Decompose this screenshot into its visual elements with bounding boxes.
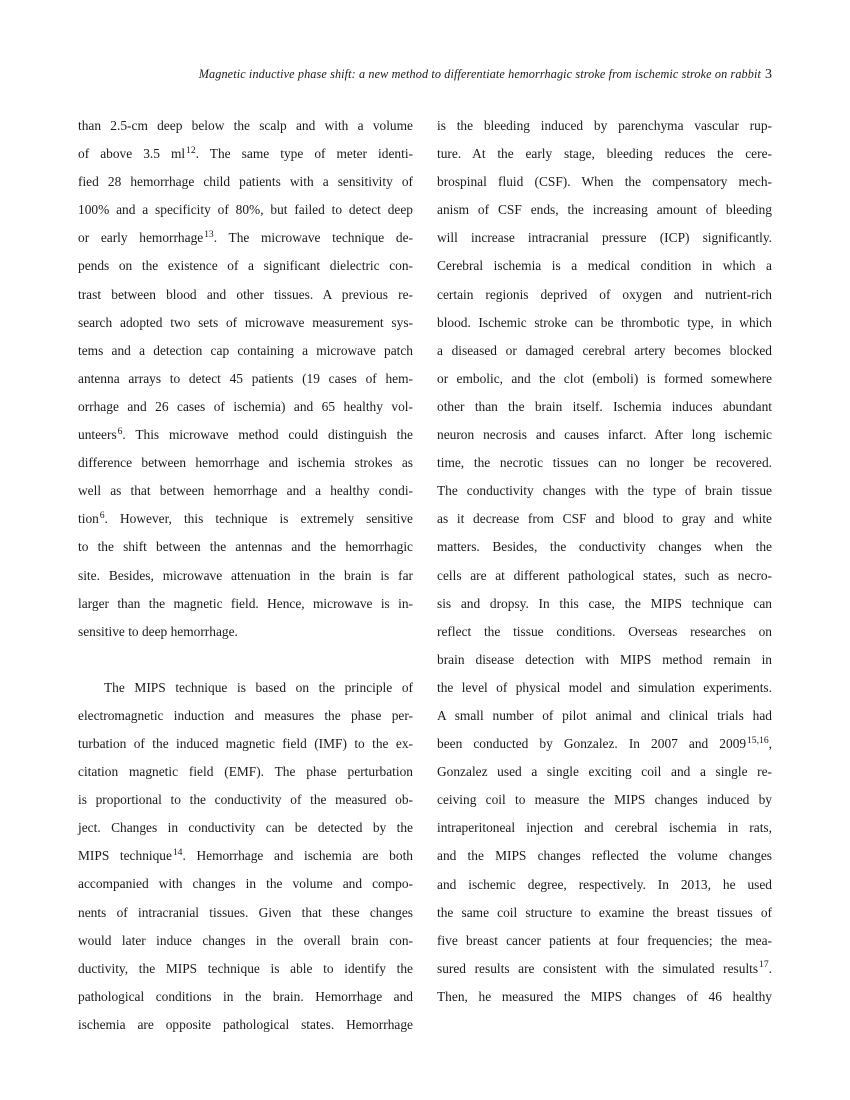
text-line <box>78 421 413 449</box>
text-run: . The microwave technique de- <box>213 230 413 246</box>
text-line: neuron necrosis and causes infarct. After long ischemic <box>437 427 772 443</box>
text-line: Gonzalez used a single exciting coil and a single re- <box>437 764 772 780</box>
text-line: ject. Changes in conductivity can be detected by the <box>78 820 413 836</box>
text-run: . However, this technique is extremely sensitive <box>104 511 413 527</box>
text-run: unteers <box>78 427 117 443</box>
text-line <box>78 140 413 168</box>
citation-ref: 6 <box>99 509 105 521</box>
text-line: trast between blood and other tissues. A previous re- <box>78 286 413 302</box>
text-line: to the shift between the antennas and the hemorrhagic <box>78 539 413 555</box>
text-line: larger than the magnetic field. Hence, microwave is in- <box>78 595 413 611</box>
text-run: or early hemorrhage <box>78 230 204 246</box>
text-line: cells are at different pathological states, such as necro- <box>437 567 772 583</box>
two-column-body <box>78 112 772 1032</box>
text-line: Cerebral ischemia is a medical condition in which a <box>437 258 772 274</box>
text-line <box>78 224 413 252</box>
text-line: 100% and a specificity of 80%, but failed to detect deep <box>78 202 413 218</box>
text-run: sured results are consistent with the simulated results <box>437 960 759 976</box>
text-line: difference between hemorrhage and ischemia strokes as <box>78 455 413 471</box>
citation-ref: 12 <box>186 144 196 156</box>
text-line: the level of physical model and simulation experiments. <box>437 679 772 695</box>
text-line: or embolic, and the clot (emboli) is formed somewhere <box>437 370 772 386</box>
text-line: anism of CSF ends, the increasing amount of bleeding <box>437 202 772 218</box>
text-run: , <box>768 736 772 752</box>
text-line: is proportional to the conductivity of the measured ob- <box>78 792 413 808</box>
text-line: citation magnetic field (EMF). The phase perturbation <box>78 764 413 780</box>
text-run: . The same type of meter identi- <box>195 146 414 162</box>
text-line: is the bleeding induced by parenchyma vascular rup- <box>437 118 772 133</box>
text-line: fied 28 hemorrhage child patients with a sensitivity of <box>78 174 413 190</box>
citation-ref: 15,16 <box>746 734 769 746</box>
text-line: electromagnetic induction and measures the phase per- <box>78 707 413 723</box>
citation-ref: 14 <box>172 846 183 858</box>
text-line: The MIPS technique is based on the principle of <box>104 679 413 695</box>
text-line: pends on the existence of a significant dielectric con- <box>78 258 413 274</box>
text-line: turbation of the induced magnetic field (IMF) to the ex- <box>78 735 413 751</box>
text-line: ture. At the early stage, bleeding reduces the cere- <box>437 146 772 162</box>
text-line: ceiving coil to measure the MIPS changes induced by <box>437 792 772 808</box>
text-line: sis and dropsy. In this case, the MIPS technique can <box>437 595 772 611</box>
text-line: time, the necrotic tissues can no longer be recovered. <box>437 455 772 471</box>
text-line: will increase intracranial pressure (ICP) significantly. <box>437 230 772 246</box>
right-column <box>437 112 772 1032</box>
text-line: as it decrease from CSF and blood to gray and white <box>437 511 772 527</box>
text-line: and ischemic degree, respectively. In 2013, he used <box>437 876 772 892</box>
text-line: ductivity, the MIPS technique is able to identify the <box>78 960 413 976</box>
text-line: sensitive to deep hemorrhage. <box>78 623 238 639</box>
running-header <box>78 64 772 84</box>
left-column <box>78 112 413 1032</box>
text-line: brain disease detection with MIPS method remain in <box>437 651 772 667</box>
text-line <box>437 955 772 983</box>
text-line: antenna arrays to detect 45 patients (19 cases of hem- <box>78 370 413 386</box>
text-run: . <box>768 960 772 976</box>
text-line: blood. Ischemic stroke can be thrombotic type, in which <box>437 314 772 330</box>
citation-ref: 17 <box>759 959 769 971</box>
text-line <box>437 730 772 758</box>
citation-ref: 6 <box>117 425 123 437</box>
text-run: . Hemorrhage and ischemia are both <box>182 848 413 864</box>
text-line: brospinal fluid (CSF). When the compensatory mech- <box>437 174 772 190</box>
text-line: a diseased or damaged cerebral artery becomes blocked <box>437 342 772 358</box>
page-number: 3 <box>765 67 772 82</box>
text-run: MIPS technique <box>78 848 172 864</box>
text-run: . This microwave method could distinguish the <box>122 427 413 443</box>
text-line: matters. Besides, the conductivity changes when the <box>437 539 772 555</box>
paragraph-mips-principle <box>78 674 413 1039</box>
text-line: other than the brain itself. Ischemia induces abundant <box>437 398 772 414</box>
text-line: would later induce changes in the overall brain con- <box>78 932 413 948</box>
text-line: site. Besides, microwave attenuation in the brain is far <box>78 567 413 583</box>
text-line: five breast cancer patients at four frequencies; the mea- <box>437 932 772 948</box>
text-line: the same coil structure to examine the breast tissues of <box>437 904 772 920</box>
text-line: Then, he measured the MIPS changes of 46 healthy <box>437 988 772 1004</box>
text-line: intraperitoneal injection and cerebral ischemia in rats, <box>437 820 772 836</box>
text-line: nents of intracranial tissues. Given that these changes <box>78 904 413 920</box>
text-line: orrhage and 26 cases of ischemia) and 65 healthy vol- <box>78 398 413 414</box>
text-line: A small number of pilot animal and clinical trials had <box>437 707 772 723</box>
text-line: well as that between hemorrhage and a healthy condi- <box>78 483 413 499</box>
text-line <box>78 505 413 533</box>
text-line: ischemia are opposite pathological states. Hemorrhage <box>78 1016 413 1032</box>
text-line: reflect the tissue conditions. Overseas researches on <box>437 623 772 639</box>
text-line <box>78 842 413 870</box>
citation-ref: 13 <box>204 228 214 240</box>
text-line: search adopted two sets of microwave measurement sys- <box>78 314 413 330</box>
paragraph-microwave-techniques <box>78 112 413 646</box>
text-line: accompanied with changes in the volume and compo- <box>78 876 413 892</box>
text-run: been conducted by Gonzalez. In 2007 and 2009 <box>437 736 747 752</box>
text-line: certain regionis deprived of oxygen and nutrient-rich <box>437 286 772 302</box>
running-title: Magnetic inductive phase shift: a new method to differentiate hemorrhagic stroke from ischemic stroke on rabbit <box>198 67 761 81</box>
text-run: tion <box>78 511 99 527</box>
text-line: and the MIPS changes reflected the volume changes <box>437 848 772 864</box>
paragraph-hemorrhage-ischemia-pathology <box>437 112 772 1011</box>
text-line: than 2.5-cm deep below the scalp and with a volume <box>78 118 413 133</box>
text-line: tems and a detection cap containing a microwave patch <box>78 342 413 358</box>
text-line: pathological conditions in the brain. Hemorrhage and <box>78 988 413 1004</box>
text-line: The conductivity changes with the type of brain tissue <box>437 483 772 499</box>
text-run: of above 3.5 ml <box>78 146 186 162</box>
